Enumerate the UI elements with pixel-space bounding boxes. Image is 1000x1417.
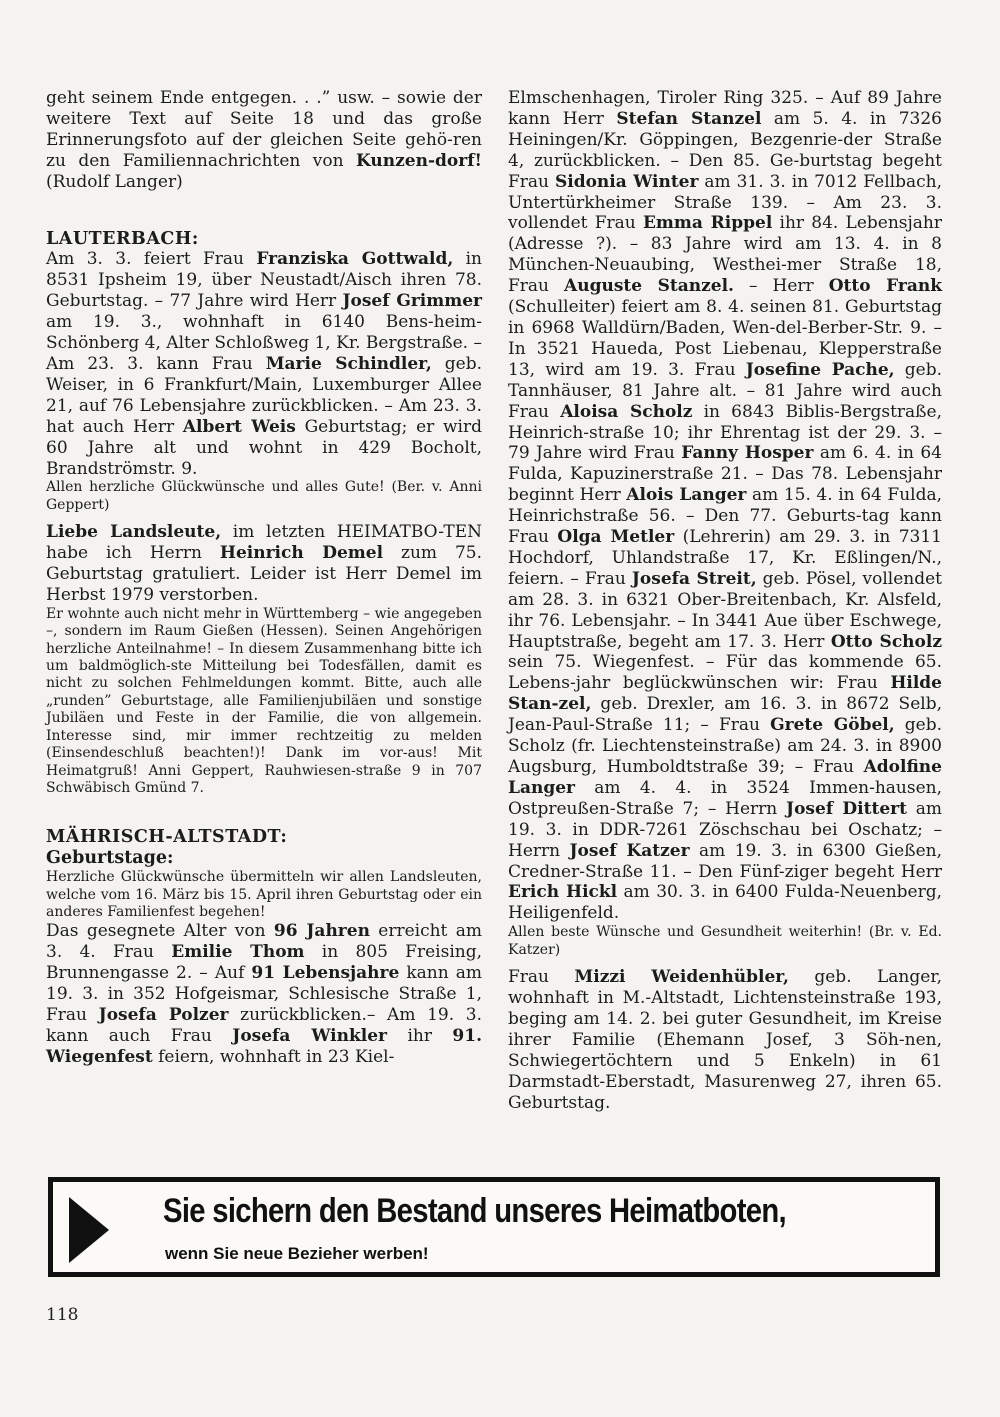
- bold-name: 91. Wiegenfest: [46, 1025, 482, 1067]
- landsleute-note: Er wohnte auch nicht mehr in Württemberg – wie angegeben –, sondern im Raum Gießen (Hessen). Seinen Angehörigen herzliche Anteilnahme! – In diesem Zusammenhang bitte ich um baldmöglich-ste Mitteilung bei Todesfällen, damit es nicht zu solchen Fehlmeldungen kommt. Bitte, auch alle „runden” Geburtstage, alle Familienjubiläen und sonstige Jubiläen und Feste in der Familie, die von allgemein. Interesse sind, mir immer rechtzeitig zu melden (Einsendeschluß beachten!)! Dank im vor-aus! Mit Heimatgruß! Anni Geppert, Rauhwiesen-straße 9 in 707 Schwäbisch Gmünd 7.: [46, 605, 482, 796]
- lauterbach-note: Allen herzliche Glückwünsche und alles Gute! (Ber. v. Anni Geppert): [46, 479, 482, 513]
- bold-name: Alois Langer: [626, 485, 747, 506]
- text-run: Geburtstag; er wird 60 Jahre alt und wohnt in 429 Bocholt, Brandströmstr. 9.: [46, 416, 482, 479]
- left-column: [46, 88, 482, 1068]
- text-run: am 5. 4. in 7326 Heiningen/Kr. Göppingen, Bezgenrie-der Straße 4, zurückblicken. – Den 85. Ge-burtstag begeht Frau: [508, 108, 942, 192]
- mizzi-paragraph: [508, 967, 942, 1113]
- text-run: in 8531 Ipsheim 19, über Neustadt/Aisch ihren 78. Geburtstag. – 77 Jahre wird Herr: [46, 249, 483, 312]
- text-run: (Lehrerin) am 29. 3. in 7311 Hochdorf, Uhlandstraße 17, Kr. Eßlingen/N., feiern. – Frau: [508, 527, 942, 589]
- bold-name: Hilde Stan-zel,: [508, 673, 942, 715]
- text-run: zurückblicken.– Am 19. 3. kann auch Frau: [46, 1004, 482, 1046]
- text-run: Elmschenhagen, Tiroler Ring 325. – Auf 89 Jahre kann Herr: [508, 88, 942, 129]
- bold-name: Josefine Pache,: [745, 359, 895, 380]
- text-run: am 6. 4. in 64 Fulda, Kapuzinerstraße 21. – Das 78. Lebensjahr beginnt Herr: [508, 443, 942, 506]
- text-run: zum 75. Geburtstag gratuliert. Leider ist Herr Demel im Herbst 1979 verstorben.: [46, 543, 483, 605]
- bold-name: Josef Dittert: [786, 798, 907, 819]
- text-run: ihr 84. Lebensjahr (Adresse ?). – 83 Jahre wird am 13. 4. in 8 München-Neuaubing, Westhei-mer Straße 18, Frau: [508, 213, 942, 297]
- text-run: in 6843 Biblis-Bergstraße, Heinrich-straße 10; ihr Ehrentag ist der 29. 3. – 79 Jahre wird Frau: [508, 401, 943, 464]
- text-run: geb. Drexler, am 16. 3. in 8672 Selb, Jean-Paul-Straße 11; – Frau: [508, 694, 942, 736]
- banner-headline: Sie sichern den Bestand unseres Heimatboten,: [163, 1192, 786, 1230]
- bold-name: Marie Schindler,: [265, 353, 432, 374]
- text-run: geb. Scholz (fr. Liechtensteinstraße) am 24. 3. in 8900 Augsburg, Humboldtstraße 39; – Frau: [508, 715, 942, 777]
- bold-name: Emilie Thom: [171, 942, 305, 963]
- birthdays-paragraph: [508, 88, 942, 924]
- birthdays-note: Allen beste Wünsche und Gesundheit weiterhin! (Br. v. Ed. Katzer): [508, 924, 942, 958]
- bold-name: Emma Rippel: [642, 213, 773, 234]
- banner-subline: wenn Sie neue Bezieher werben!: [165, 1244, 429, 1263]
- bold-name: Auguste Stanzel.: [564, 276, 734, 297]
- text-run: am 4. 4. in 3524 Immen-hausen, Ostpreußen-Straße 7; – Herrn: [508, 777, 942, 819]
- bold-name: Fanny Hosper: [681, 443, 814, 464]
- text-run: am 31. 3. in 7012 Fellbach, Untertürkheimer Straße 139. – Am 23. 3. vollendet Frau: [508, 171, 942, 234]
- advert-banner: [48, 1177, 940, 1277]
- altstadt-subheading: Geburtstage:: [46, 848, 174, 869]
- bold-name: Grete Göbel,: [770, 715, 895, 736]
- text-run: geb. Weiser, in 6 Frankfurt/Main, Luxemburger Allee 21, auf 76 Lebensjahre zurückblicken. – Am 23. 3. hat auch Herr: [46, 353, 482, 437]
- altstadt-note: Herzliche Glückwünsche übermitteln wir allen Landsleuten, welche vom 16. März bis 15. April ihren Geburtstag oder ein anderes Familienfest begehen!: [46, 869, 482, 920]
- right-column: [508, 88, 942, 1113]
- text-run: – Herr: [733, 276, 829, 297]
- text-run: Am 3. 3. feiert Frau: [46, 249, 257, 270]
- bold-name: Aloisa Scholz: [560, 401, 693, 422]
- bold-name: Sidonia Winter: [554, 171, 699, 192]
- text-run: (Schulleiter) feiert am 8. 4. seinen 81. Geburtstag in 6968 Walldürn/Baden, Wen-del-Berber-Str. 9. – In 3521 Haueda, Post Liebenau, Klepperstraße 13, wird am 19. 3. Frau: [508, 297, 942, 380]
- text-run: erreicht am 3. 4. Frau: [46, 921, 482, 963]
- bold-name: Otto Scholz: [830, 631, 942, 652]
- landsleute-paragraph: [46, 522, 482, 606]
- bold-name: Olga Metler: [557, 527, 675, 548]
- altstadt-heading: MÄHRISCH-ALTSTADT:: [46, 827, 288, 848]
- text-run: Frau: [508, 967, 575, 988]
- text-run: am 19. 3. in 6300 Gießen, Credner-Straße 11. – Den Fünf-ziger begeht Herr: [508, 840, 942, 882]
- text-run: kann am 19. 3. in 352 Hofgeismar, Schlesische Straße 1, Frau: [46, 963, 482, 1025]
- bold-name: Albert Weis: [182, 416, 296, 437]
- text-run: am 19. 3., wohnhaft in 6140 Bens-heim-Schönberg 4, Alter Schloßweg 1, Kr. Bergstraße. – Am 23. 3. kann Frau: [46, 312, 482, 374]
- text-run: sein 75. Wiegenfest. – Für das kommende 65. Lebens-jahr beglückwünschen wir: Frau: [508, 652, 942, 694]
- bold-name: Kunzen-dorf!: [356, 150, 482, 171]
- page-number: 118: [46, 1305, 79, 1325]
- text-run: Das gesegnete Alter von: [46, 921, 274, 942]
- bold-name: Stefan Stanzel: [616, 108, 762, 129]
- text-run: geb. Tannhäuser, 81 Jahre alt. – 81 Jahre wird auch Frau: [508, 359, 942, 422]
- text-run: im letzten HEIMATBO-TEN habe ich Herrn: [46, 522, 482, 564]
- text-run: in 805 Freising, Brunnengasse 2. – Auf: [46, 942, 482, 984]
- text-run: am 30. 3. in 6400 Fulda-Neuenberg, Heiligenfeld.: [508, 882, 942, 924]
- text-run: geht seinem Ende entgegen. . .” usw. – sowie der weitere Text auf Seite 18 und das große Erinnerungsfoto auf der gleichen Seite gehö-ren zu den Familiennachrichten von: [46, 88, 482, 171]
- bold-name: Erich Hickl: [508, 882, 618, 903]
- bold-name: Adolfine Langer: [508, 757, 942, 798]
- bold-name: Josef Grimmer: [342, 291, 482, 312]
- bold-name: Josef Katzer: [569, 840, 690, 861]
- arrow-right-icon: [69, 1197, 109, 1263]
- bold-name: 91 Lebensjahre: [251, 963, 400, 984]
- bold-name: 96 Jahren: [273, 921, 370, 942]
- bold-name: Josefa Polzer: [98, 1004, 229, 1025]
- text-run: feiern, wohnhaft in 23 Kiel-: [152, 1046, 395, 1067]
- bold-name: Franziska Gottwald,: [256, 249, 454, 270]
- text-run: ihr: [386, 1025, 453, 1046]
- lauterbach-heading: LAUTERBACH:: [46, 228, 199, 249]
- bold-name: Mizzi Weidenhübler,: [574, 967, 789, 988]
- text-run: am 19. 3. in DDR-7261 Zöschschau bei Oschatz; – Herrn: [508, 798, 943, 861]
- text-run: (Rudolf Langer): [46, 171, 183, 192]
- text-run: geb. Langer, wohnhaft in M.-Altstadt, Lichtensteinstraße 193, beging am 14. 2. bei guter Gesundheit, im Kreise ihrer Familie (Ehemann Josef, 3 Söh-nen, Schwiegertöchtern und 5 Enkeln) in 61 Darmstadt-Eberstadt, Masurenweg 27, ihren 65. Geburtstag.: [508, 967, 942, 1113]
- bold-name: Otto Frank: [828, 276, 942, 297]
- intro-paragraph: [46, 88, 482, 193]
- bold-name: Liebe Landsleute,: [46, 522, 222, 543]
- text-run: geb. Pösel, vollendet am 28. 3. in 6321 Ober-Breitenbach, Kr. Alsfeld, ihr 76. Lebensjahr. – In 3441 Aue über Eschwege, Hauptstraße, begeht am 17. 3. Herr: [508, 568, 943, 652]
- lauterbach-paragraph: [46, 249, 482, 479]
- bold-name: Josefa Streit,: [631, 568, 757, 589]
- text-run: am 15. 4. in 64 Fulda, Heinrichstraße 56. – Den 77. Geburts-tag kann Frau: [508, 485, 943, 548]
- altstadt-paragraph: [46, 921, 482, 1067]
- bold-name: Heinrich Demel: [219, 543, 384, 564]
- bold-name: Josefa Winkler: [232, 1025, 387, 1046]
